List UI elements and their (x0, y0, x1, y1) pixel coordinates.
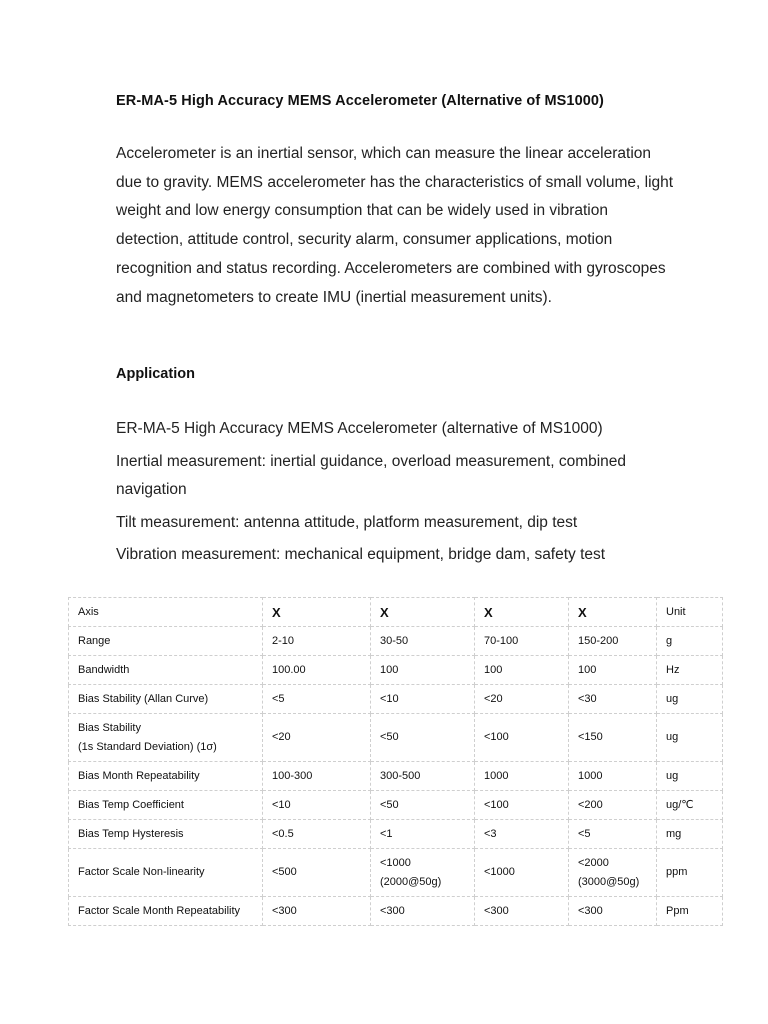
table-cell: <5 (263, 685, 371, 714)
table-cell: <3 (475, 820, 569, 849)
table-cell-line: (1s Standard Deviation) (1σ) (78, 740, 217, 753)
table-cell: <20 (263, 714, 371, 762)
table-row (69, 791, 723, 820)
application-list (116, 415, 676, 574)
table-cell: <10 (263, 791, 371, 820)
table-cell: ug (657, 714, 723, 762)
table-cell (569, 849, 657, 897)
application-item: Tilt measurement: antenna attitude, platform measurement, dip test (116, 513, 578, 531)
table-cell-line: (2000@50g) (380, 875, 442, 888)
table-cell: 1000 (475, 762, 569, 791)
table-header-cell: X (263, 598, 371, 627)
table-cell-line: (3000@50g) (578, 875, 640, 888)
table-cell: mg (657, 820, 723, 849)
table-cell-line: <2000 (578, 856, 609, 869)
table-header-cell: X (475, 598, 569, 627)
table-cell: 30-50 (371, 627, 475, 656)
table-row (69, 627, 723, 656)
table-row (69, 820, 723, 849)
table-cell: ppm (657, 849, 723, 897)
table-header-cell: X (371, 598, 475, 627)
table-cell: Bias Month Repeatability (69, 762, 263, 791)
application-item: Inertial measurement: inertial guidance, overload measurement, combined navigation (116, 452, 627, 498)
table-cell: Ppm (657, 897, 723, 926)
table-cell: Factor Scale Non-linearity (69, 849, 263, 897)
table-cell: <20 (475, 685, 569, 714)
table-cell: Range (69, 627, 263, 656)
table-cell: g (657, 627, 723, 656)
table-cell (69, 714, 263, 762)
table-row (69, 685, 723, 714)
table-cell: ug (657, 685, 723, 714)
table-row (69, 656, 723, 685)
intro-paragraph: Accelerometer is an inertial sensor, which can measure the linear acceleration due to gravity. MEMS accelerometer has the characteristics of small volume, light weight and low energy consumption that can be widely used in vibration detection, attitude control, security alarm, consumer applications, motion recognition and status recording. Accelerometers are combined with gyroscopes and magnetometers to create IMU (inertial measurement units). (116, 145, 674, 306)
table-header-cell: Unit (657, 598, 723, 627)
table-cell: 100.00 (263, 656, 371, 685)
table-row (69, 714, 723, 762)
table-row (69, 897, 723, 926)
table-cell: 300-500 (371, 762, 475, 791)
table-cell (371, 849, 475, 897)
table-cell: <30 (569, 685, 657, 714)
spec-table (68, 597, 723, 926)
table-cell: ug (657, 762, 723, 791)
table-cell: <100 (475, 791, 569, 820)
table-cell: Bias Temp Hysteresis (69, 820, 263, 849)
table-cell: <1000 (475, 849, 569, 897)
table-cell: <300 (371, 897, 475, 926)
table-cell: <300 (569, 897, 657, 926)
table-cell: <150 (569, 714, 657, 762)
table-cell: 100 (371, 656, 475, 685)
table-cell: <50 (371, 791, 475, 820)
table-cell: <0.5 (263, 820, 371, 849)
application-item: Vibration measurement: mechanical equipment, bridge dam, safety test (116, 546, 606, 563)
table-cell: 100 (569, 656, 657, 685)
table-cell: Bias Stability (Allan Curve) (69, 685, 263, 714)
table-header-row (69, 598, 723, 627)
table-cell: <100 (475, 714, 569, 762)
table-cell-line: Bias Stability (78, 721, 141, 734)
table-cell: 1000 (569, 762, 657, 791)
table-cell: Bandwidth (69, 656, 263, 685)
table-row (69, 762, 723, 791)
table-cell: Factor Scale Month Repeatability (69, 897, 263, 926)
table-cell: ug/℃ (657, 791, 723, 820)
table-cell: <500 (263, 849, 371, 897)
table-cell-line: <1000 (380, 856, 411, 869)
document-title: ER-MA-5 High Accuracy MEMS Accelerometer (Alternative of MS1000) (116, 93, 604, 109)
table-cell: 70-100 (475, 627, 569, 656)
table-cell: Hz (657, 656, 723, 685)
table-cell: <300 (475, 897, 569, 926)
application-item: ER-MA-5 High Accuracy MEMS Accelerometer (alternative of MS1000) (116, 420, 603, 437)
table-cell: <5 (569, 820, 657, 849)
table-header-cell: X (569, 598, 657, 627)
table-cell: 2-10 (263, 627, 371, 656)
table-cell: <10 (371, 685, 475, 714)
table-row (69, 849, 723, 897)
table-cell: <1 (371, 820, 475, 849)
table-cell: 100-300 (263, 762, 371, 791)
table-cell: <300 (263, 897, 371, 926)
table-cell: Bias Temp Coefficient (69, 791, 263, 820)
table-cell: <50 (371, 714, 475, 762)
table-cell: 150-200 (569, 627, 657, 656)
table-header-cell: Axis (69, 598, 263, 627)
application-heading: Application (116, 366, 195, 382)
table-cell: 100 (475, 656, 569, 685)
table-cell: <200 (569, 791, 657, 820)
